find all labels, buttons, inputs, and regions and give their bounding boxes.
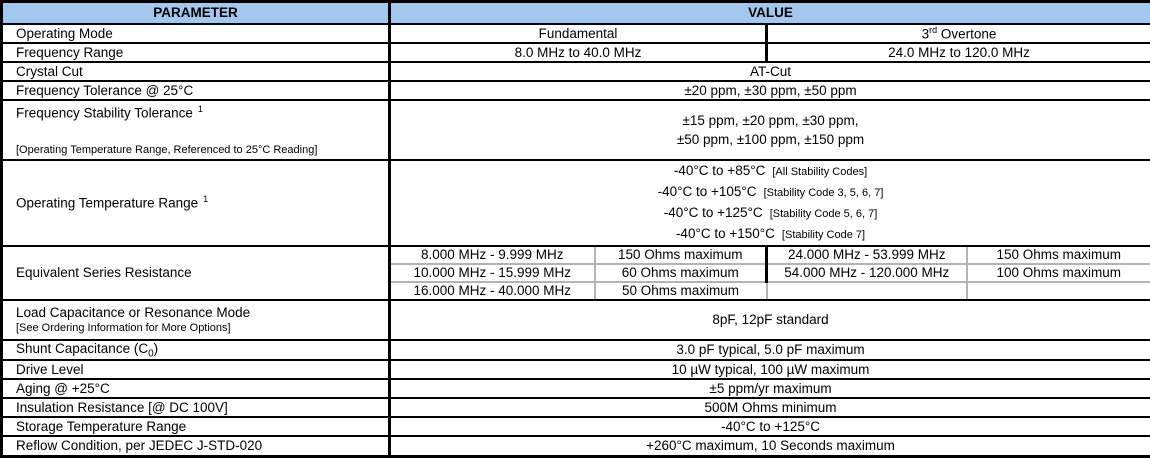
param-operating-temperature xyxy=(2,160,390,246)
param-frequency-tolerance: Frequency Tolerance @ 25°C xyxy=(2,81,390,100)
param-load-capacitance xyxy=(2,300,390,340)
frequency-stability-label xyxy=(16,104,386,121)
param-aging: Aging @ +25°C xyxy=(2,379,390,398)
value-shunt-capacitance: 3.0 pF typical, 5.0 pF maximum xyxy=(390,340,1150,361)
param-insulation-resistance: Insulation Resistance [@ DC 100V] xyxy=(2,398,390,417)
temp-range-note: [Stability Code 5, 6, 7] xyxy=(770,208,878,220)
param-shunt-capacitance xyxy=(2,340,390,361)
overtone-ordinal: rd xyxy=(929,25,937,35)
temp-range-line xyxy=(393,224,1148,245)
frequency-stability-line2: ±50 ppm, ±100 ppm, ±150 ppm xyxy=(393,130,1148,149)
param-operating-mode: Operating Mode xyxy=(2,24,390,43)
frequency-stability-note: [Operating Temperature Range, Referenced to 25°C Reading] xyxy=(16,144,386,156)
param-drive-level: Drive Level xyxy=(2,360,390,379)
value-crystal-cut: AT-Cut xyxy=(390,62,1150,81)
esr-cell: 10.000 MHz - 15.999 MHz xyxy=(390,264,595,282)
temp-range-note: [Stability Code 7] xyxy=(782,229,865,241)
esr-cell xyxy=(767,282,967,300)
header-row xyxy=(2,2,1150,24)
row-frequency-range xyxy=(2,43,1150,62)
esr-cell xyxy=(967,282,1150,300)
value-frequency-range-overtone: 24.0 MHz to 120.0 MHz xyxy=(767,43,1150,62)
row-drive-level xyxy=(2,360,1150,379)
esr-cell: 24.000 MHz - 53.999 MHz xyxy=(767,246,967,264)
param-crystal-cut: Crystal Cut xyxy=(2,62,390,81)
param-frequency-range: Frequency Range xyxy=(2,43,390,62)
value-load-capacitance: 8pF, 12pF standard xyxy=(390,300,1150,340)
shunt-capacitance-suffix: ) xyxy=(154,341,159,356)
row-insulation-resistance xyxy=(2,398,1150,417)
temp-range-note: [Stability Code 3, 5, 6, 7] xyxy=(764,187,884,199)
row-reflow-condition xyxy=(2,436,1150,456)
temp-range: -40°C to +85°C xyxy=(674,163,765,178)
column-header-value: VALUE xyxy=(390,2,1150,24)
row-aging xyxy=(2,379,1150,398)
load-capacitance-label: Load Capacitance or Resonance Mode xyxy=(16,304,386,321)
temp-range: -40°C to +105°C xyxy=(658,184,757,199)
row-operating-mode xyxy=(2,24,1150,43)
row-load-capacitance xyxy=(2,300,1150,340)
row-operating-temperature xyxy=(2,160,1150,246)
esr-cell: 54.000 MHz - 120.000 MHz xyxy=(767,264,967,282)
row-crystal-cut xyxy=(2,62,1150,81)
operating-temperature-text: Operating Temperature Range xyxy=(16,196,198,211)
shunt-capacitance-subscript: 0 xyxy=(148,348,154,359)
row-storage-temperature xyxy=(2,417,1150,436)
value-operating-mode-overtone xyxy=(767,24,1150,43)
esr-cell: 50 Ohms maximum xyxy=(595,282,767,300)
frequency-stability-cell xyxy=(16,102,386,157)
param-frequency-stability xyxy=(2,100,390,160)
esr-cell: 60 Ohms maximum xyxy=(595,264,767,282)
esr-cell: 150 Ohms maximum xyxy=(595,246,767,264)
load-capacitance-note: [See Ordering Information for More Options] xyxy=(16,321,386,336)
temp-range: -40°C to +125°C xyxy=(664,205,763,220)
value-frequency-stability xyxy=(390,100,1150,160)
temp-range-line xyxy=(393,203,1148,224)
value-storage-temperature: -40°C to +125°C xyxy=(390,417,1150,436)
frequency-stability-text: Frequency Stability Tolerance xyxy=(16,106,193,121)
temp-range-note: [All Stability Codes] xyxy=(772,166,867,178)
frequency-stability-footnote: 1 xyxy=(198,104,203,114)
row-esr-1 xyxy=(2,246,1150,264)
esr-cell: 150 Ohms maximum xyxy=(967,246,1150,264)
column-header-parameter: PARAMETER xyxy=(2,2,390,24)
value-drive-level: 10 µW typical, 100 µW maximum xyxy=(390,360,1150,379)
temp-range-line xyxy=(393,182,1148,203)
operating-temperature-footnote: 1 xyxy=(203,194,208,204)
param-reflow-condition: Reflow Condition, per JEDEC J-STD-020 xyxy=(2,436,390,456)
row-frequency-tolerance xyxy=(2,81,1150,100)
value-insulation-resistance: 500M Ohms minimum xyxy=(390,398,1150,417)
value-frequency-range-fundamental: 8.0 MHz to 40.0 MHz xyxy=(390,43,767,62)
overtone-base: 3 xyxy=(922,26,930,41)
value-operating-mode-fundamental: Fundamental xyxy=(390,24,767,43)
param-storage-temperature: Storage Temperature Range xyxy=(2,417,390,436)
row-shunt-capacitance xyxy=(2,340,1150,361)
row-frequency-stability xyxy=(2,100,1150,160)
value-operating-temperature xyxy=(390,160,1150,246)
overtone-rest: Overtone xyxy=(937,26,996,41)
shunt-capacitance-prefix: Shunt Capacitance (C xyxy=(16,341,148,356)
frequency-stability-line1: ±15 ppm, ±20 ppm, ±30 ppm, xyxy=(393,111,1148,130)
esr-cell: 100 Ohms maximum xyxy=(967,264,1150,282)
temp-range-line xyxy=(393,161,1148,182)
temp-range: -40°C to +150°C xyxy=(676,226,775,241)
esr-cell: 8.000 MHz - 9.999 MHz xyxy=(390,246,595,264)
param-esr: Equivalent Series Resistance xyxy=(2,246,390,300)
value-reflow-condition: +260°C maximum, 10 Seconds maximum xyxy=(390,436,1150,456)
esr-cell: 16.000 MHz - 40.000 MHz xyxy=(390,282,595,300)
value-aging: ±5 ppm/yr maximum xyxy=(390,379,1150,398)
value-frequency-tolerance: ±20 ppm, ±30 ppm, ±50 ppm xyxy=(390,81,1150,100)
